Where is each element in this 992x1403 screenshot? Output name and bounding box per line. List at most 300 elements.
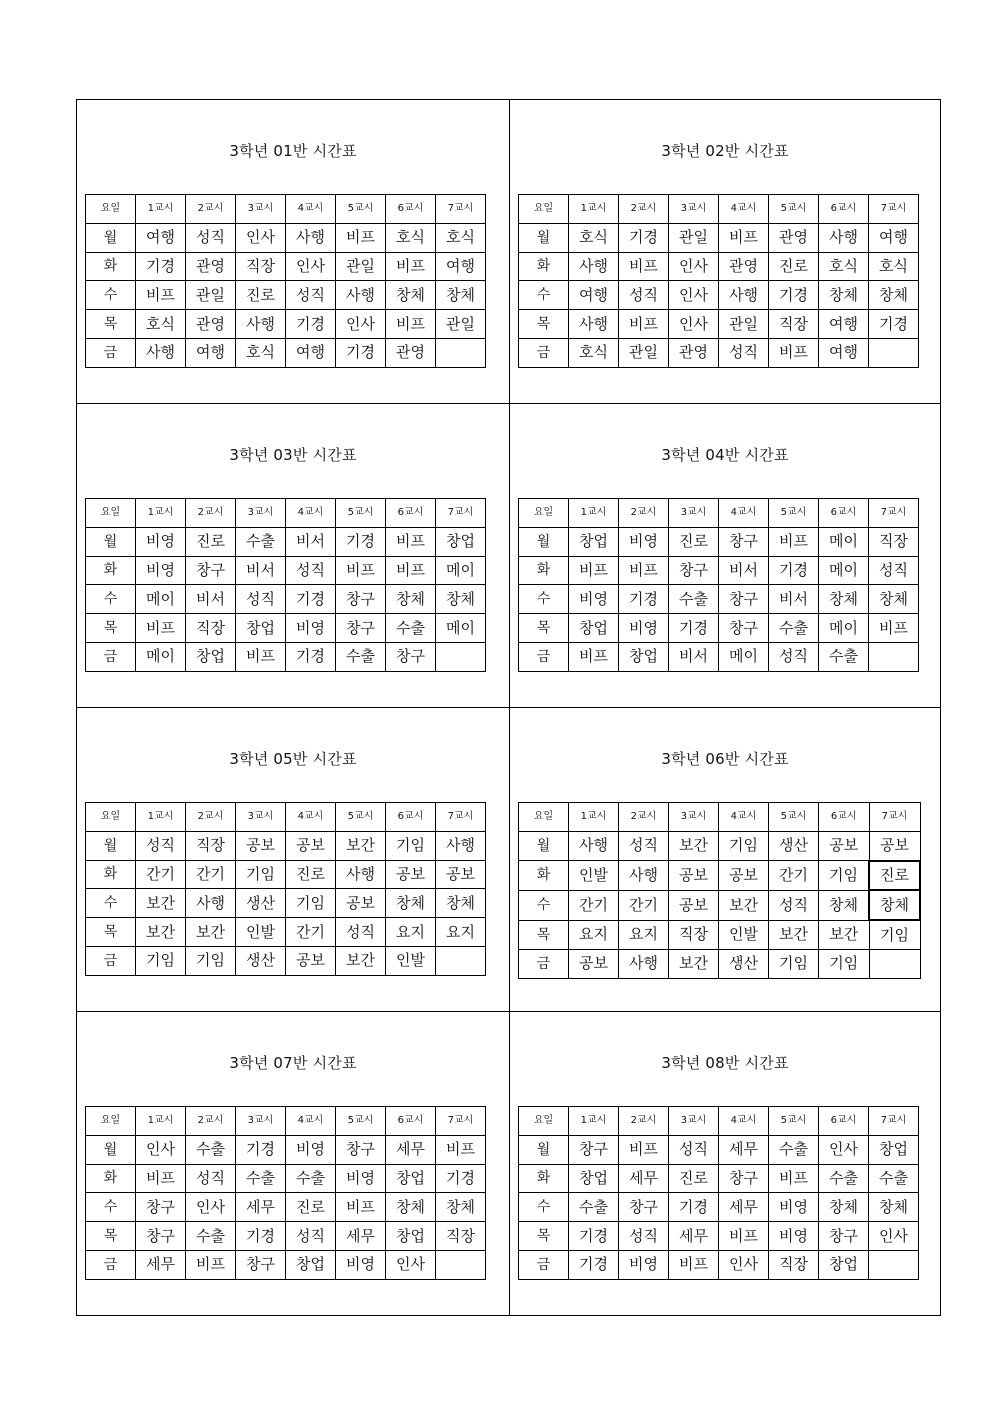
subject-cell: 창업 [869,1135,919,1164]
timetable-block [77,100,509,404]
subject-cell: 창업 [286,1250,336,1279]
subject-cell: 창업 [619,642,669,671]
subject-cell: 비프 [769,1164,819,1193]
subject-cell: 창체 [386,1193,436,1222]
subject-cell: 보간 [336,831,386,860]
subject-cell: 비프 [719,223,769,252]
subject-cell: 비영 [136,556,186,585]
subject-cell: 메이 [136,585,186,614]
subject-cell: 사행 [336,860,386,889]
subject-cell: 호식 [869,252,919,281]
subject-cell: 수출 [386,614,436,643]
subject-cell: 인사 [719,1250,769,1279]
subject-cell: 인사 [669,252,719,281]
header-cell: 2교시 [186,195,236,224]
subject-cell: 공보 [386,860,436,889]
subject-cell: 창업 [819,1250,869,1279]
header-cell: 2교시 [619,1107,669,1136]
header-cell: 요일 [86,499,136,528]
subject-cell: 비영 [336,1164,386,1193]
subject-cell: 기경 [869,310,919,339]
subject-cell: 창체 [436,281,486,310]
subject-cell: 메이 [819,556,869,585]
subject-cell: 비프 [336,556,386,585]
day-cell: 목 [519,920,569,949]
table-row [86,1193,486,1222]
table-row [86,585,486,614]
header-cell: 4교시 [719,803,769,832]
subject-cell: 비프 [236,642,286,671]
header-cell: 2교시 [186,499,236,528]
timetable-title: 3학년 05반 시간표 [229,750,357,768]
subject-cell: 기경 [619,585,669,614]
subject-cell: 기경 [236,1135,286,1164]
day-cell: 목 [86,918,136,947]
subject-cell: 비프 [386,310,436,339]
subject-cell: 비프 [136,1164,186,1193]
header-cell: 1교시 [569,499,619,528]
subject-cell: 사행 [136,338,186,367]
subject-cell: 인사 [669,310,719,339]
subject-cell: 비프 [769,527,819,556]
header-cell: 2교시 [619,499,669,528]
day-cell: 목 [519,614,569,643]
subject-cell: 간기 [619,890,669,920]
day-cell: 수 [86,281,136,310]
subject-cell: 관영 [186,252,236,281]
subject-cell: 비서 [719,556,769,585]
header-cell: 7교시 [869,1107,919,1136]
header-cell: 2교시 [619,195,669,224]
subject-cell: 창체 [386,889,436,918]
subject-cell: 공보 [669,861,719,891]
subject-cell: 사행 [236,310,286,339]
subject-cell: 성직 [186,223,236,252]
header-cell: 6교시 [386,195,436,224]
subject-cell: 성직 [286,556,336,585]
header-cell: 요일 [519,499,569,528]
subject-cell: 직장 [769,1250,819,1279]
subject-cell: 세무 [619,1164,669,1193]
subject-cell: 기임 [286,889,336,918]
subject-cell: 직장 [186,614,236,643]
subject-cell: 창업 [569,527,619,556]
subject-cell: 기경 [336,338,386,367]
header-cell: 7교시 [436,803,486,832]
subject-cell: 비프 [619,556,669,585]
subject-cell: 비영 [769,1222,819,1251]
day-cell: 금 [86,946,136,975]
timetable-table [518,498,919,672]
header-cell: 5교시 [336,803,386,832]
subject-cell: 비서 [236,556,286,585]
subject-cell: 세무 [136,1250,186,1279]
subject-cell: 진로 [669,527,719,556]
subject-cell: 직장 [669,920,719,949]
header-cell: 3교시 [669,499,719,528]
subject-cell: 창구 [136,1193,186,1222]
header-cell: 요일 [519,195,569,224]
table-row [519,252,919,281]
subject-cell: 창구 [719,585,769,614]
subject-cell: 간기 [286,918,336,947]
subject-cell: 비프 [619,252,669,281]
subject-cell: 수출 [769,1135,819,1164]
subject-cell: 간기 [769,861,819,891]
subject-cell: 요지 [619,920,669,949]
subject-cell: 메이 [436,556,486,585]
table-row [519,890,921,920]
subject-cell: 창구 [719,1164,769,1193]
subject-cell: 비프 [386,252,436,281]
subject-cell: 성직 [336,918,386,947]
subject-cell: 세무 [236,1193,286,1222]
subject-cell: 기임 [819,949,870,978]
header-cell: 7교시 [436,1107,486,1136]
header-cell: 7교시 [436,195,486,224]
subject-cell: 수출 [819,1164,869,1193]
subject-cell: 관일 [336,252,386,281]
day-cell: 금 [519,949,569,978]
subject-cell: 메이 [436,614,486,643]
table-row [86,556,486,585]
subject-cell: 세무 [336,1222,386,1251]
subject-cell: 기경 [286,310,336,339]
subject-cell: 기경 [286,585,336,614]
header-cell: 3교시 [236,499,286,528]
subject-cell: 기경 [669,614,719,643]
subject-cell: 사행 [336,281,386,310]
subject-cell: 메이 [136,642,186,671]
header-cell: 6교시 [386,1107,436,1136]
day-cell: 금 [519,1250,569,1279]
subject-cell: 사행 [619,861,669,891]
subject-cell: 창체 [869,890,920,920]
subject-cell: 관영 [669,338,719,367]
subject-cell: 창체 [819,1193,869,1222]
subject-cell: 창구 [236,1250,286,1279]
subject-cell: 세무 [386,1135,436,1164]
subject-cell: 공보 [569,949,619,978]
day-cell: 금 [86,338,136,367]
header-cell: 1교시 [136,803,186,832]
day-cell: 금 [86,642,136,671]
header-cell: 1교시 [136,195,186,224]
subject-cell: 창체 [819,890,870,920]
header-cell: 6교시 [819,1107,869,1136]
header-cell: 7교시 [869,195,919,224]
subject-cell: 창체 [436,889,486,918]
subject-cell: 성직 [136,831,186,860]
timetable-table [518,1106,919,1280]
subject-cell: 관영 [719,252,769,281]
timetable-table [85,1106,486,1280]
subject-cell: 성직 [719,338,769,367]
header-cell: 4교시 [286,195,336,224]
table-row [519,949,921,978]
subject-cell: 기경 [436,1164,486,1193]
timetable-title: 3학년 07반 시간표 [229,1054,357,1072]
table-row [519,920,921,949]
subject-cell: 창업 [186,642,236,671]
header-row [519,499,919,528]
subject-cell: 창구 [819,1222,869,1251]
subject-cell: 수출 [286,1164,336,1193]
subject-cell [436,338,486,367]
subject-cell: 창업 [236,614,286,643]
subject-cell: 공보 [286,946,336,975]
day-cell: 화 [519,861,569,891]
subject-cell: 비서 [186,585,236,614]
header-cell: 6교시 [819,499,869,528]
subject-cell: 보간 [819,920,870,949]
subject-cell: 성직 [186,1164,236,1193]
subject-cell: 기경 [669,1193,719,1222]
header-cell: 1교시 [136,1107,186,1136]
subject-cell: 창구 [669,556,719,585]
timetable-block [509,708,940,1012]
subject-cell: 직장 [769,310,819,339]
timetable-table [85,194,486,368]
subject-cell: 여행 [136,223,186,252]
subject-cell: 비서 [286,527,336,556]
subject-cell: 직장 [236,252,286,281]
subject-cell: 여행 [819,338,869,367]
subject-cell: 비프 [769,338,819,367]
subject-cell: 진로 [669,1164,719,1193]
subject-cell: 창업 [386,1222,436,1251]
day-cell: 화 [86,1164,136,1193]
subject-cell: 비영 [336,1250,386,1279]
table-row [86,889,486,918]
day-cell: 월 [519,527,569,556]
table-row [519,310,919,339]
table-row [86,642,486,671]
header-cell: 2교시 [186,1107,236,1136]
table-row [86,310,486,339]
subject-cell: 직장 [186,831,236,860]
subject-cell: 여행 [569,281,619,310]
day-cell: 수 [519,890,569,920]
header-cell: 7교시 [869,499,919,528]
subject-cell: 창업 [569,614,619,643]
day-cell: 월 [86,831,136,860]
day-cell: 수 [519,281,569,310]
subject-cell: 창체 [436,1193,486,1222]
subject-cell: 공보 [336,889,386,918]
subject-cell: 호식 [819,252,869,281]
table-row [519,1164,919,1193]
subject-cell: 비프 [436,1135,486,1164]
header-cell: 요일 [86,195,136,224]
header-cell: 4교시 [719,499,769,528]
subject-cell: 사행 [619,949,669,978]
table-row [519,338,919,367]
subject-cell: 성직 [286,281,336,310]
header-cell: 3교시 [236,1107,286,1136]
table-row [519,281,919,310]
timetable-block [509,404,940,708]
subject-cell: 보간 [669,831,719,860]
subject-cell: 비영 [286,1135,336,1164]
subject-cell: 비영 [286,614,336,643]
table-row [519,1135,919,1164]
subject-cell: 기임 [769,949,819,978]
subject-cell: 창구 [136,1222,186,1251]
subject-cell: 비서 [769,585,819,614]
subject-cell: 호식 [136,310,186,339]
subject-cell: 관일 [186,281,236,310]
timetable-table [518,194,919,368]
subject-cell: 기경 [769,556,819,585]
subject-cell: 기경 [336,527,386,556]
header-cell: 6교시 [819,803,870,832]
header-cell: 5교시 [769,803,819,832]
subject-cell: 호식 [386,223,436,252]
subject-cell: 보간 [769,920,819,949]
subject-cell: 기임 [386,831,436,860]
subject-cell: 기경 [286,642,336,671]
timetable-table [518,802,921,979]
header-cell: 1교시 [569,1107,619,1136]
header-cell: 5교시 [336,195,386,224]
header-cell: 2교시 [186,803,236,832]
header-cell: 6교시 [386,499,436,528]
subject-cell: 인사 [186,1193,236,1222]
timetable-sheet [76,99,941,1316]
subject-cell: 창업 [386,1164,436,1193]
subject-cell: 메이 [819,614,869,643]
subject-cell: 창체 [869,281,919,310]
subject-cell: 기경 [236,1222,286,1251]
subject-cell: 성직 [869,556,919,585]
subject-cell: 사행 [819,223,869,252]
subject-cell: 성직 [619,1222,669,1251]
subject-cell: 호식 [436,223,486,252]
day-cell: 금 [86,1250,136,1279]
table-row [86,1164,486,1193]
table-row [86,946,486,975]
subject-cell: 호식 [569,338,619,367]
subject-cell: 수출 [236,1164,286,1193]
header-cell: 요일 [519,1107,569,1136]
timetable-title: 3학년 02반 시간표 [661,142,789,160]
subject-cell: 창구 [186,556,236,585]
subject-cell: 기임 [136,946,186,975]
subject-cell: 성직 [619,831,669,860]
table-row [519,1193,919,1222]
table-row [86,1250,486,1279]
subject-cell: 생산 [236,889,286,918]
subject-cell: 사행 [436,831,486,860]
table-row [519,861,921,891]
day-cell: 목 [519,1222,569,1251]
subject-cell: 세무 [719,1135,769,1164]
subject-cell: 인사 [236,223,286,252]
subject-cell: 사행 [569,310,619,339]
subject-cell: 진로 [236,281,286,310]
day-cell: 목 [86,1222,136,1251]
table-row [519,642,919,671]
subject-cell: 기임 [869,920,920,949]
subject-cell: 생산 [236,946,286,975]
subject-cell: 요지 [436,918,486,947]
subject-cell: 수출 [669,585,719,614]
subject-cell: 창구 [719,614,769,643]
subject-cell: 창체 [819,281,869,310]
subject-cell: 인사 [386,1250,436,1279]
subject-cell: 비프 [619,1135,669,1164]
subject-cell: 진로 [186,527,236,556]
day-cell: 화 [86,252,136,281]
subject-cell: 성직 [236,585,286,614]
table-row [86,281,486,310]
subject-cell: 공보 [436,860,486,889]
day-cell: 수 [86,1193,136,1222]
header-cell: 5교시 [769,1107,819,1136]
subject-cell: 사행 [186,889,236,918]
subject-cell: 비서 [669,642,719,671]
table-row [86,527,486,556]
subject-cell: 비프 [336,1193,386,1222]
header-cell: 5교시 [336,1107,386,1136]
day-cell: 수 [86,585,136,614]
table-row [519,1250,919,1279]
timetable-block [77,404,509,708]
subject-cell: 기임 [236,860,286,889]
subject-cell: 여행 [186,338,236,367]
subject-cell: 성직 [769,890,819,920]
timetable-block [77,708,509,1012]
subject-cell: 비영 [136,527,186,556]
subject-cell: 인발 [386,946,436,975]
subject-cell [869,338,919,367]
subject-cell: 비프 [669,1250,719,1279]
day-cell: 월 [519,831,569,860]
header-cell: 요일 [86,1107,136,1136]
table-row [519,585,919,614]
subject-cell: 기경 [569,1250,619,1279]
subject-cell: 창구 [619,1193,669,1222]
subject-cell: 사행 [286,223,336,252]
timetable-title: 3학년 03반 시간표 [229,446,357,464]
subject-cell: 관영 [769,223,819,252]
subject-cell: 보간 [136,918,186,947]
day-cell: 화 [519,252,569,281]
subject-cell: 비프 [386,556,436,585]
header-cell: 3교시 [236,803,286,832]
subject-cell: 기임 [719,831,769,860]
header-row [519,195,919,224]
subject-cell: 여행 [436,252,486,281]
table-row [86,252,486,281]
header-cell: 3교시 [669,195,719,224]
day-cell: 수 [519,1193,569,1222]
header-row [86,803,486,832]
subject-cell: 기경 [136,252,186,281]
subject-cell: 인발 [719,920,769,949]
subject-cell: 생산 [769,831,819,860]
subject-cell: 수출 [186,1135,236,1164]
subject-cell: 호식 [236,338,286,367]
subject-cell: 인사 [669,281,719,310]
subject-cell: 비영 [769,1193,819,1222]
table-row [519,1222,919,1251]
day-cell: 화 [86,860,136,889]
subject-cell: 성직 [619,281,669,310]
subject-cell [869,642,919,671]
header-cell: 6교시 [386,803,436,832]
